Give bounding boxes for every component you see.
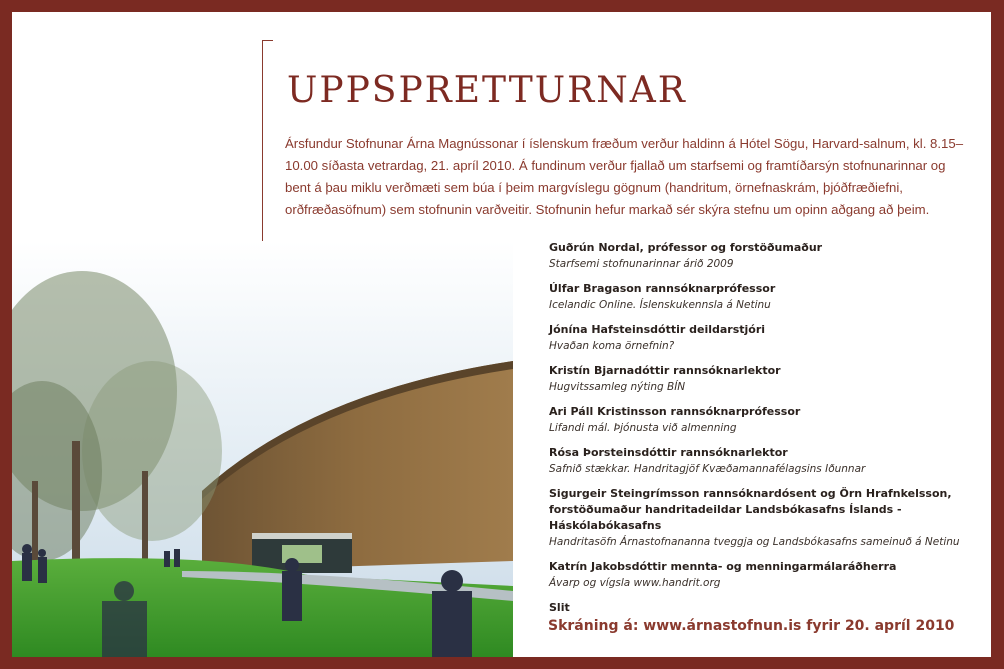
speaker-name: Rósa Þorsteinsdóttir rannsóknarlektor bbox=[549, 446, 788, 459]
talk-title: Ávarp og vígsla www.handrit.org bbox=[549, 577, 721, 589]
program-item bbox=[549, 404, 989, 436]
talk-title: Hugvitssamleg nýting BÍN bbox=[549, 381, 686, 393]
registration-line: Skráning á: www.árnastofnun.is fyrir 20. apríl 2010 bbox=[548, 618, 955, 634]
program-list bbox=[549, 240, 989, 625]
page-title: UPPSPRETTURNAR bbox=[287, 70, 687, 111]
speaker-name: Úlfar Bragason rannsóknarprófessor bbox=[549, 282, 776, 295]
title-bracket-decoration bbox=[262, 40, 273, 266]
speaker-name: Slit bbox=[549, 601, 570, 614]
talk-title: Lifandi mál. Þjónusta við almenning bbox=[549, 422, 737, 434]
speaker-name: Guðrún Nordal, prófessor og forstöðumaður bbox=[549, 241, 823, 254]
speaker-name: Kristín Bjarnadóttir rannsóknarlektor bbox=[549, 364, 781, 377]
invitation-card bbox=[12, 12, 991, 657]
talk-title: Hvaðan koma örnefnin? bbox=[549, 340, 675, 352]
speaker-name: Jónína Hafsteinsdóttir deildarstjóri bbox=[549, 323, 766, 336]
program-item bbox=[549, 322, 989, 354]
program-item bbox=[549, 240, 989, 272]
program-item bbox=[549, 600, 989, 616]
intro-paragraph: Ársfundur Stofnunar Árna Magnússonar í íslenskum fræðum verður haldinn á Hótel Sögu, Harvard-salnum, kl. 8.15–10.00 síðasta vetrardag, 21. apríl 2010. Á fundinum verður fjallað um starfsemi og framtíðarsýn stofnunarinnar og bent á þau miklu verðmæti sem búa í þeim margvíslegu gögnum (handritum, örnefnaskrám, þjóðfræðiefni, orðfræðasöfnum) sem stofnunin varðveitir. Stofnunin hefur markað sér skýra stefnu um opinn aðgang að þeim. bbox=[285, 136, 964, 217]
talk-title: Starfsemi stofnunarinnar árið 2009 bbox=[549, 258, 734, 270]
talk-title: Handritasöfn Árnastofnananna tveggja og Landsbókasafns sameinuð á Netinu bbox=[549, 536, 960, 548]
talk-title: Safnið stækkar. Handritagjöf Kvæðamannafélagsins Iðunnar bbox=[549, 463, 866, 475]
building-rendering-image bbox=[12, 241, 513, 657]
speaker-name: Katrín Jakobsdóttir mennta- og menningarmálaráðherra bbox=[549, 560, 897, 573]
speaker-name: Ari Páll Kristinsson rannsóknarprófessor bbox=[549, 405, 801, 418]
program-item bbox=[549, 281, 989, 313]
program-item bbox=[549, 559, 989, 591]
talk-title: Icelandic Online. Íslenskukennsla á Netinu bbox=[549, 299, 771, 311]
program-item bbox=[549, 445, 989, 477]
speaker-name: Sigurgeir Steingrímsson rannsóknardósent og Örn Hrafnkelsson, forstöðumaður handritadeildar Landsbókasafns Íslands - Háskólabókasafns bbox=[549, 487, 952, 532]
program-item bbox=[549, 363, 989, 395]
program-item bbox=[549, 486, 989, 550]
